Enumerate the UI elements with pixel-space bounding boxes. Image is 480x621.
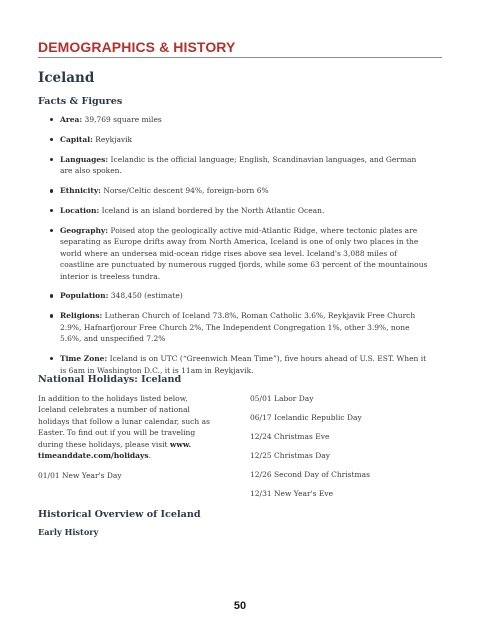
holiday-item: 12/25 Christmas Day xyxy=(250,451,330,460)
facts-heading: Facts & Figures xyxy=(38,96,123,107)
holiday-item: 05/01 Labor Day xyxy=(250,394,314,403)
fact-religions: Religions: Lutheran Church of Iceland 73.8%, Roman Catholic 3.6%, Reykjavik Free Church 2.9%, Hafnarfjorour Free Church 2%, The Independent Congregation 1%, other 3.9%, none 5.6%, and unspecified 7.2% xyxy=(49,310,429,344)
fact-languages: Languages: Icelandic is the official language; English, Scandinavian languages, and German are also spoken. xyxy=(49,154,429,177)
section-title: DEMOGRAPHICS & HISTORY xyxy=(38,39,442,58)
holidays-intro: In addition to the holidays listed below, Iceland celebrates a number of national holidays that follow a lunar calendar, such as Easter. To find out if you will be traveling during these holidays, please visit www. timeanddate.com/holidays. xyxy=(38,394,210,461)
holiday-item: 06/17 Icelandic Republic Day xyxy=(250,413,362,422)
fact-location: Location: Iceland is an island bordered by the North Atlantic Ocean. xyxy=(49,205,429,216)
holiday-item: 12/31 New Year's Eve xyxy=(250,489,334,498)
holiday-item: 12/24 Christmas Eve xyxy=(250,432,330,441)
fact-time-zone: Time Zone: Iceland is on UTC (“Greenwich Mean Time”), five hours ahead of U.S. EST. When it is 6am in Washington D.C., it is 11am in Reykjavik. xyxy=(49,353,429,376)
fact-capital: Capital: Reykjavik xyxy=(49,134,429,145)
facts-list xyxy=(49,114,429,384)
holidays-website-link[interactable]: www. timeanddate.com/holidays xyxy=(38,439,192,461)
history-heading: Historical Overview of Iceland xyxy=(38,509,201,520)
country-title: Iceland xyxy=(38,70,95,86)
holidays-heading: National Holidays: Iceland xyxy=(38,374,182,385)
fact-ethnicity: Ethnicity: Norse/Celtic descent 94%, foreign-born 6% xyxy=(49,185,429,196)
early-history-heading: Early History xyxy=(38,527,99,537)
fact-area: Area: 39,769 square miles xyxy=(49,114,429,125)
holiday-item: 12/26 Second Day of Christmas xyxy=(250,470,370,479)
page-number: 50 xyxy=(233,600,247,612)
fact-geography: Geography: Poised atop the geologically active mid-Atlantic Ridge, where tectonic plates are separating as Europe drifts away from North America, Iceland is one of only two places in the world where an undersea mid-ocean ridge rises above sea level. Iceland's 3,088 miles of coastline are punctuated by numerous rugged fjords, while some 63 percent of the mountainous interior is treeless tundra. xyxy=(49,225,429,282)
fact-population: Population: 348,450 (estimate) xyxy=(49,290,429,301)
holiday-item: 01/01 New Year's Day xyxy=(38,471,122,480)
